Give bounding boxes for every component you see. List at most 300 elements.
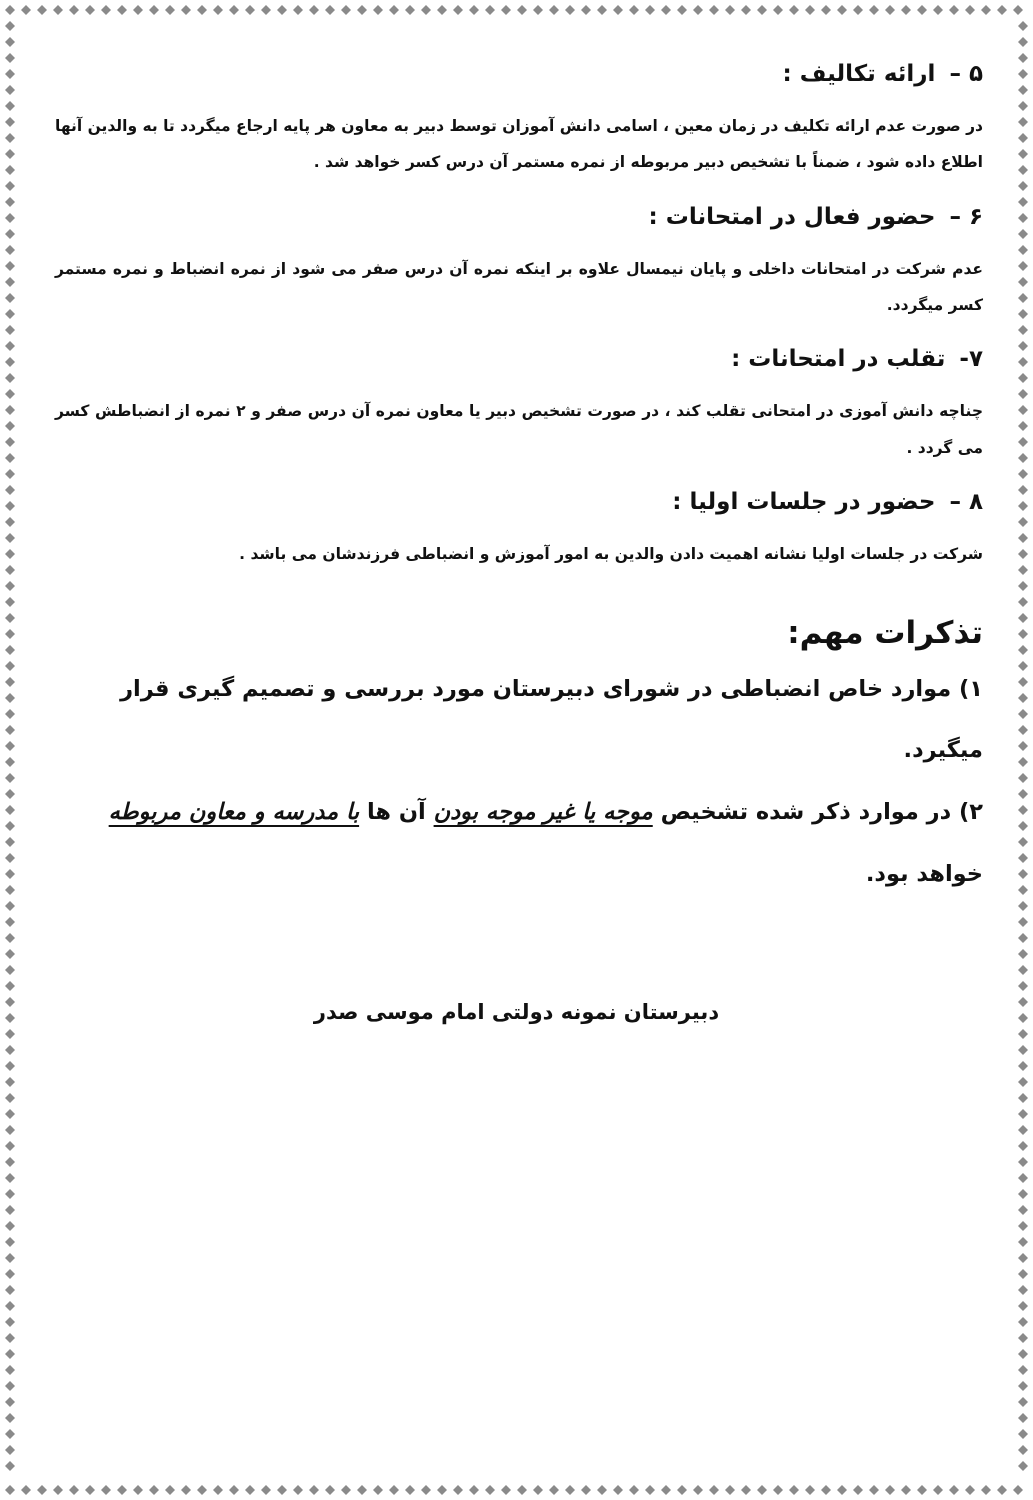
border-diamond [629,5,639,15]
border-diamond [869,5,879,15]
border-diamond [1018,197,1028,207]
border-diamond [101,1485,111,1495]
border-diamond [869,1485,879,1495]
border-diamond [245,1485,255,1495]
border-diamond [981,5,991,15]
border-diamond [853,5,863,15]
border-diamond [5,277,15,287]
border-diamond [933,5,943,15]
border-diamond [1018,853,1028,863]
border-diamond [5,213,15,223]
border-diamond [581,1485,591,1495]
border-diamond [5,341,15,351]
border-diamond [1018,517,1028,527]
border-diamond [677,1485,687,1495]
border-diamond [5,1061,15,1071]
border-diamond [5,229,15,239]
border-diamond [805,1485,815,1495]
border-diamond [1018,533,1028,543]
border-diamond [309,1485,319,1495]
border-diamond [85,1485,95,1495]
border-diamond [613,1485,623,1495]
border-diamond [277,5,287,15]
border-diamond [1018,1301,1028,1311]
border-diamond [213,5,223,15]
border-diamond [1018,1189,1028,1199]
border-diamond [1018,1413,1028,1423]
border-diamond [1018,789,1028,799]
border-diamond [1018,485,1028,495]
section-title [55,345,983,375]
border-diamond [1018,1445,1028,1455]
border-diamond [1018,1365,1028,1375]
section-cheating [55,345,983,466]
border-diamond [1018,821,1028,831]
border-diamond [133,1485,143,1495]
border-diamond [1018,709,1028,719]
border-diamond [5,917,15,927]
border-diamond [5,517,15,527]
border-diamond [1018,69,1028,79]
note-2 [55,782,983,906]
border-diamond [5,1413,15,1423]
border-diamond [5,549,15,559]
border-diamond [5,1125,15,1135]
border-diamond [357,1485,367,1495]
section-body: چناچه دانش آموزی در امتحانی تقلب کند ، در صورت تشخیص دبیر یا معاون نمره آن درس صفر و ۲ نمره از انضباطش کسر می گردد . [55,402,983,457]
section-exam-attendance [55,203,983,324]
border-diamond [1018,757,1028,767]
border-diamond [1018,213,1028,223]
section-number: ۷- [959,346,983,373]
border-diamond [741,5,751,15]
border-diamond [181,5,191,15]
border-diamond [5,1461,15,1471]
border-diamond [5,21,15,31]
border-diamond [309,5,319,15]
border-diamond [1018,565,1028,575]
border-diamond [5,1445,15,1455]
border-diamond [5,853,15,863]
border-diamond [5,245,15,255]
border-diamond [197,5,207,15]
border-diamond [5,1157,15,1167]
border-diamond [1018,581,1028,591]
border-diamond [853,1485,863,1495]
document-page [55,60,983,1440]
border-diamond [1018,389,1028,399]
border-diamond [1018,1381,1028,1391]
border-diamond [5,1365,15,1375]
border-diamond [5,421,15,431]
border-diamond [1018,1397,1028,1407]
border-diamond [1018,85,1028,95]
border-diamond [5,1429,15,1439]
border-diamond [5,1253,15,1263]
section-title-text: حضور در جلسات اولیا : [672,489,936,516]
border-diamond [597,1485,607,1495]
border-diamond [245,5,255,15]
notes-title: تذکرات مهم: [787,614,983,651]
important-notes [55,615,983,907]
border-diamond [1018,1221,1028,1231]
border-diamond [5,1045,15,1055]
border-diamond [1018,645,1028,655]
note-2-text: خواهد بود. [865,861,983,888]
border-diamond [69,5,79,15]
border-diamond [5,165,15,175]
border-diamond [5,613,15,623]
border-diamond [5,1093,15,1103]
border-diamond [5,869,15,879]
border-diamond [1018,933,1028,943]
border-diamond [117,1485,127,1495]
border-diamond [613,5,623,15]
border-diamond [1018,1109,1028,1119]
border-diamond [1018,293,1028,303]
border-diamond [1018,373,1028,383]
border-diamond [1018,869,1028,879]
border-diamond [197,1485,207,1495]
section-homework [55,60,983,181]
border-diamond [1018,1061,1028,1071]
border-diamond [181,1485,191,1495]
border-diamond [645,1485,655,1495]
border-diamond [1013,5,1023,15]
border-diamond [821,5,831,15]
border-diamond [37,1485,47,1495]
border-diamond [5,501,15,511]
border-diamond [149,5,159,15]
border-diamond [1018,901,1028,911]
border-diamond [5,757,15,767]
border-diamond [1018,165,1028,175]
border-diamond [229,5,239,15]
border-diamond [1018,1205,1028,1215]
border-diamond [5,1301,15,1311]
border-diamond [373,1485,383,1495]
border-diamond [437,5,447,15]
border-diamond [213,1485,223,1495]
border-diamond [981,1485,991,1495]
border-diamond [5,597,15,607]
border-diamond [85,5,95,15]
border-diamond [421,5,431,15]
border-diamond [1018,1125,1028,1135]
border-diamond [629,1485,639,1495]
border-diamond [469,5,479,15]
border-diamond [5,965,15,975]
border-diamond [1018,1429,1028,1439]
border-diamond [5,309,15,319]
border-diamond [5,101,15,111]
border-diamond [101,5,111,15]
border-diamond [1018,117,1028,127]
border-diamond [5,261,15,271]
border-diamond [1018,773,1028,783]
border-diamond [485,5,495,15]
border-diamond [5,117,15,127]
border-diamond [341,1485,351,1495]
note-2-emphasis: موجه یا غیر موجه بودن [433,799,653,826]
border-diamond [5,1237,15,1247]
border-diamond [1018,885,1028,895]
note-2-emphasis: با مدرسه و معاون مربوطه [108,799,360,826]
border-diamond [293,1485,303,1495]
border-diamond [661,1485,671,1495]
border-diamond [885,5,895,15]
border-diamond [1018,133,1028,143]
border-diamond [1018,613,1028,623]
border-diamond [5,1397,15,1407]
border-diamond [5,389,15,399]
section-title-text: حضور فعال در امتحانات : [648,203,936,230]
border-diamond [1018,181,1028,191]
border-diamond [5,1349,15,1359]
section-number: ۸ – [949,489,983,516]
border-diamond [5,661,15,671]
section-title-text: تقلب در امتحانات : [731,346,946,373]
section-body: در صورت عدم ارائه تکلیف در زمان معین ، اسامی دانش آموزان توسط دبیر به معاون هر پایه ارجاع میگردد تا به والدین آنها اطلاع داده شود ، ضمناً با تشخیص دبیر مربوطه از نمره مستمر آن درس کسر خواهد شد . [55,116,983,172]
border-diamond [69,1485,79,1495]
border-diamond [997,1485,1007,1495]
border-diamond [1018,1333,1028,1343]
section-body: عدم شرکت در امتحانات داخلی و پایان نیمسال علاوه بر اینکه نمره آن درس صفر می شود از نمره انضباط و نمره مستمر کسر میگردد. [55,259,983,315]
border-diamond [741,1485,751,1495]
border-diamond [1018,1093,1028,1103]
border-diamond [597,5,607,15]
section-number: ۵ – [949,61,983,87]
border-diamond [5,645,15,655]
border-diamond [677,5,687,15]
border-diamond [1018,469,1028,479]
border-diamond [1018,437,1028,447]
border-diamond [1018,357,1028,367]
border-diamond [5,1285,15,1295]
border-diamond [405,1485,415,1495]
border-diamond [789,5,799,15]
border-diamond [1018,101,1028,111]
border-diamond [5,1333,15,1343]
border-diamond [5,581,15,591]
border-diamond [325,1485,335,1495]
border-diamond [117,5,127,15]
border-diamond [533,1485,543,1495]
border-diamond [1018,725,1028,735]
section-title [55,488,983,518]
border-diamond [5,53,15,63]
border-diamond [5,773,15,783]
border-diamond [1018,597,1028,607]
border-diamond [645,5,655,15]
border-diamond [453,5,463,15]
section-number: ۶ – [949,203,983,230]
border-diamond [389,1485,399,1495]
border-diamond [5,901,15,911]
border-diamond [501,5,511,15]
border-diamond [1018,341,1028,351]
border-diamond [1018,965,1028,975]
border-diamond [901,5,911,15]
border-diamond [421,1485,431,1495]
border-diamond [1018,949,1028,959]
border-diamond [5,693,15,703]
border-diamond [517,5,527,15]
border-diamond [5,325,15,335]
note-1: ۱) موارد خاص انضباطی در شورای دبیرستان مورد بررسی و تصمیم گیری قرار میگیرد. [120,675,983,764]
border-diamond [837,5,847,15]
border-diamond [1018,245,1028,255]
border-diamond [965,1485,975,1495]
border-diamond [725,5,735,15]
border-diamond [5,1221,15,1231]
border-diamond [5,37,15,47]
border-diamond [5,437,15,447]
note-2-text: ۲) در موارد ذکر شده تشخیص [660,799,983,826]
border-diamond [5,133,15,143]
border-diamond [901,1485,911,1495]
border-diamond [1018,981,1028,991]
border-diamond [5,1205,15,1215]
border-diamond [5,469,15,479]
border-diamond [1018,501,1028,511]
border-diamond [53,5,63,15]
border-diamond [1018,1237,1028,1247]
border-diamond [389,5,399,15]
border-diamond [5,1317,15,1327]
border-diamond [5,373,15,383]
border-diamond [933,1485,943,1495]
border-diamond [5,357,15,367]
border-diamond [5,805,15,815]
border-diamond [5,149,15,159]
border-diamond [1018,229,1028,239]
border-diamond [1018,549,1028,559]
border-diamond [5,1381,15,1391]
border-diamond [885,1485,895,1495]
border-diamond [5,533,15,543]
border-diamond [5,1141,15,1151]
border-diamond [5,1109,15,1119]
section-title [55,60,983,90]
border-diamond [1018,325,1028,335]
border-diamond [725,1485,735,1495]
border-diamond [1018,277,1028,287]
border-diamond [5,1029,15,1039]
border-diamond [757,5,767,15]
border-diamond [1018,1077,1028,1087]
border-diamond [21,5,31,15]
border-diamond [1018,1045,1028,1055]
border-diamond [5,741,15,751]
border-diamond [5,453,15,463]
border-diamond [773,1485,783,1495]
border-diamond [453,1485,463,1495]
border-diamond [581,5,591,15]
border-diamond [469,1485,479,1495]
border-diamond [709,1485,719,1495]
border-diamond [437,1485,447,1495]
border-diamond [1018,1157,1028,1167]
border-diamond [837,1485,847,1495]
border-diamond [1018,1029,1028,1039]
border-diamond [325,5,335,15]
border-diamond [1018,309,1028,319]
border-diamond [5,69,15,79]
border-diamond [341,5,351,15]
border-diamond [1013,1485,1023,1495]
border-diamond [965,5,975,15]
border-diamond [773,5,783,15]
border-diamond [949,5,959,15]
border-diamond [693,1485,703,1495]
border-diamond [165,5,175,15]
border-diamond [5,565,15,575]
border-diamond [5,197,15,207]
border-diamond [261,5,271,15]
border-diamond [821,1485,831,1495]
border-diamond [565,1485,575,1495]
border-diamond [1018,1349,1028,1359]
border-diamond [1018,405,1028,415]
border-diamond [549,5,559,15]
section-title-text: ارائه تکالیف : [782,61,936,87]
border-diamond [1018,741,1028,751]
border-diamond [293,5,303,15]
border-diamond [757,1485,767,1495]
border-diamond [1018,261,1028,271]
border-diamond [5,725,15,735]
border-diamond [1018,1461,1028,1471]
note-2-text: آن ها [366,799,426,826]
border-diamond [1018,1173,1028,1183]
border-diamond [1018,837,1028,847]
border-diamond [5,1189,15,1199]
border-diamond [5,677,15,687]
border-diamond [805,5,815,15]
border-diamond [5,629,15,639]
border-diamond [1018,21,1028,31]
border-diamond [5,837,15,847]
border-diamond [1018,629,1028,639]
border-diamond [1018,1141,1028,1151]
border-diamond [565,5,575,15]
border-diamond [661,5,671,15]
border-diamond [517,1485,527,1495]
border-diamond [5,1269,15,1279]
border-diamond [1018,677,1028,687]
border-diamond [1018,149,1028,159]
border-diamond [5,85,15,95]
border-diamond [5,485,15,495]
border-diamond [1018,661,1028,671]
border-diamond [549,1485,559,1495]
border-diamond [5,181,15,191]
border-diamond [277,1485,287,1495]
border-diamond [917,5,927,15]
border-diamond [1018,693,1028,703]
border-diamond [5,949,15,959]
border-diamond [1018,805,1028,815]
border-diamond [485,1485,495,1495]
border-diamond [533,5,543,15]
border-diamond [997,5,1007,15]
border-diamond [1018,421,1028,431]
border-diamond [917,1485,927,1495]
border-diamond [5,821,15,831]
school-name: دبیرستان نمونه دولتی امام موسی صدر [313,1000,720,1024]
border-diamond [1018,53,1028,63]
